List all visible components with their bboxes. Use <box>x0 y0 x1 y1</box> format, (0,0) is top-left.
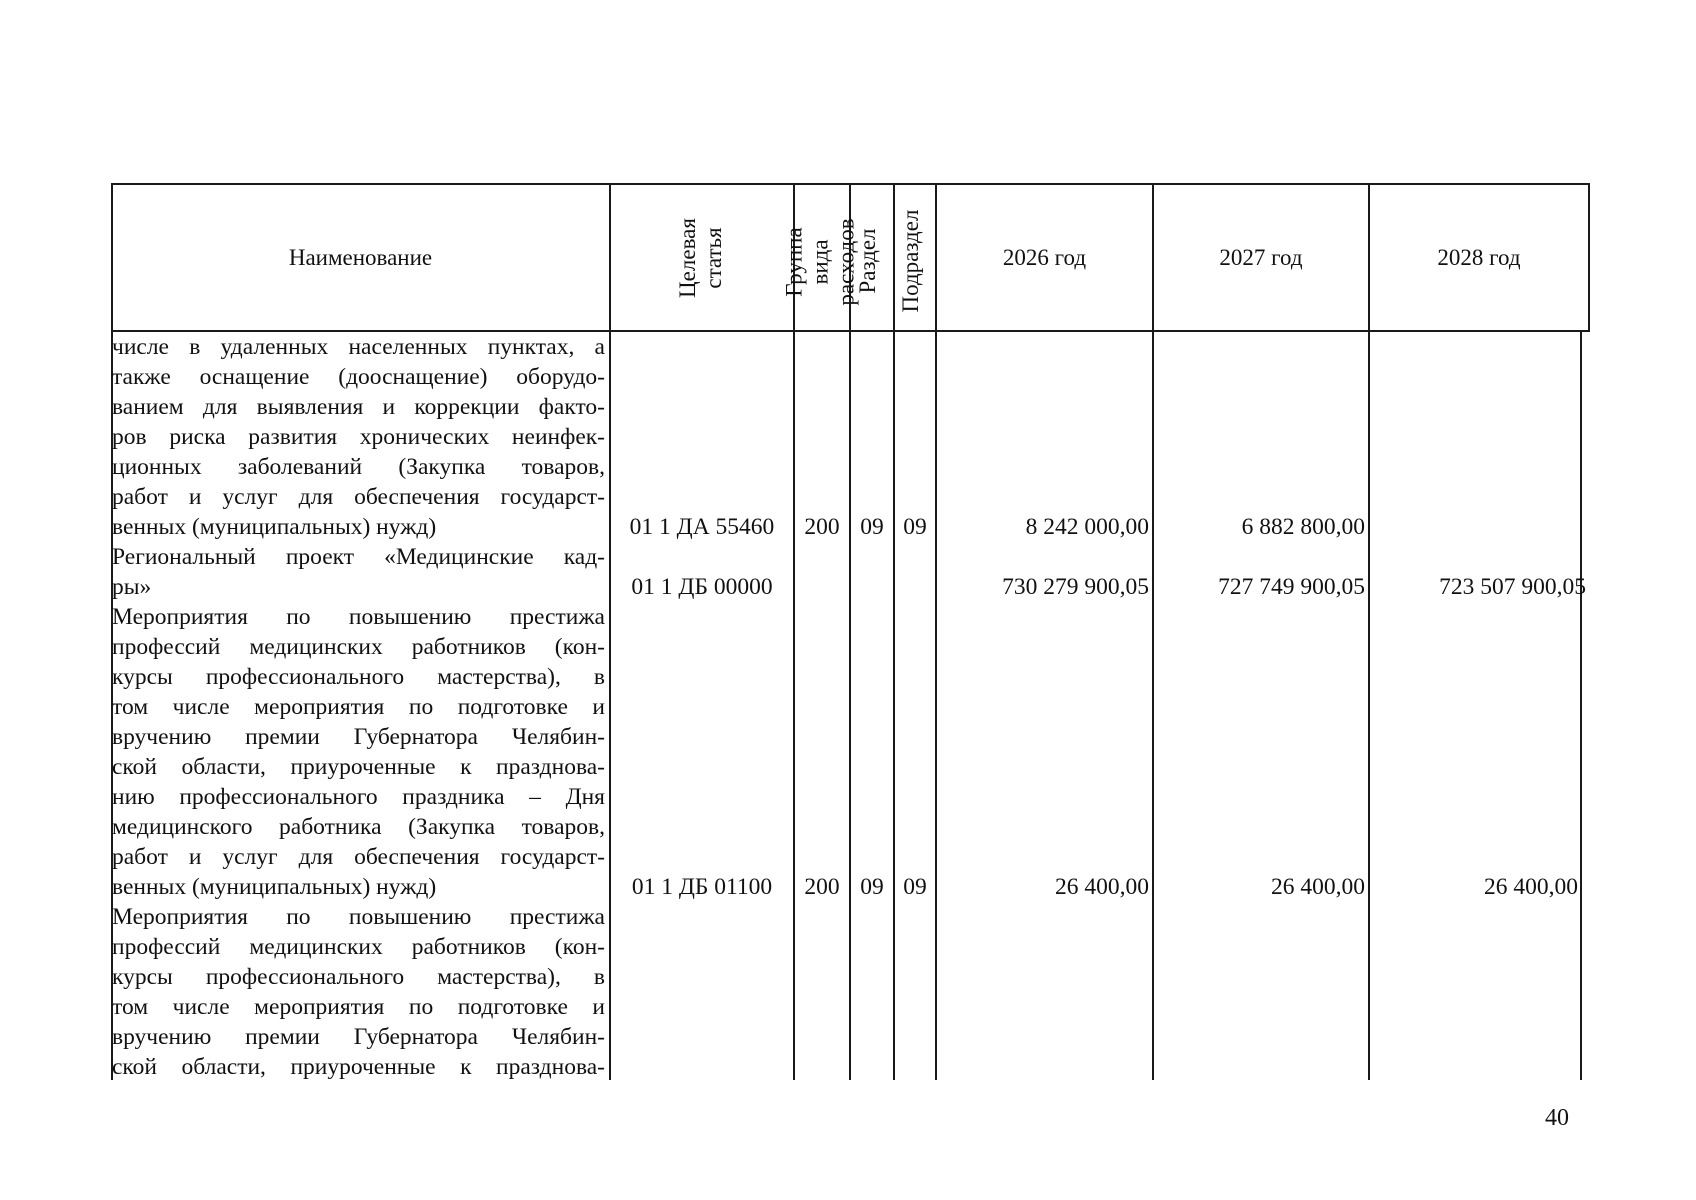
row-1-group: 200 <box>804 514 840 540</box>
header-expense-group-text: Группа вида расходов <box>781 218 859 306</box>
header-2026: 2026 год <box>1002 244 1087 270</box>
row-4-line: том числе мероприятия по подготовке и <box>112 994 605 1020</box>
row-1-line: числе в удаленных населенных пунктах, а <box>112 334 605 360</box>
row-1-line: ванием для выявления и коррекции факто- <box>112 394 605 420</box>
col-border-2028-partial <box>1580 330 1582 1080</box>
row-4-line: вручению премии Губернатора Челябин- <box>112 1024 605 1050</box>
header-name: Наименование <box>288 244 433 270</box>
header-subsection: Подраздел <box>898 209 923 313</box>
row-3-line: Мероприятия по повышению престижа <box>112 604 605 630</box>
row-4-line: профессий медицинских работников (кон- <box>112 934 605 960</box>
page-number: 40 <box>1545 1105 1569 1131</box>
row-4-line: ской области, приуроченные к празднова- <box>112 1054 605 1080</box>
row-3-article: 01 1 ДБ 01100 <box>631 874 773 900</box>
header-section: Раздел <box>855 228 880 294</box>
row-1-name <box>112 332 605 542</box>
col-border-name <box>609 183 611 1080</box>
row-3-line: нию профессионального праздника – Дня <box>112 784 605 810</box>
row-1-2026: 8 242 000,00 <box>1025 514 1149 540</box>
row-1-section: 09 <box>860 514 884 540</box>
header-2028: 2028 год <box>1437 244 1521 270</box>
header-target-article-text: Целевая статья <box>675 218 726 298</box>
row-1-line: ров риска развития хронических неинфек- <box>112 424 605 450</box>
row-1-line: венных (муниципальных) нужд) <box>112 514 437 540</box>
row-3-2026: 26 400,00 <box>1055 874 1149 900</box>
row-3-line: профессий медицинских работников (кон- <box>112 634 605 660</box>
row-1-2027: 6 882 800,00 <box>1241 514 1365 540</box>
row-3-line: работ и услуг для обеспечения государст- <box>112 844 605 870</box>
row-4-name <box>112 902 605 1082</box>
row-4-line: Мероприятия по повышению престижа <box>112 904 605 930</box>
header-target-article <box>675 183 726 333</box>
row-3-line: курсы профессионального мастерства), в <box>112 664 605 690</box>
row-1-line: также оснащение (дооснащение) оборудо- <box>112 364 605 390</box>
row-2-2026: 730 279 900,05 <box>1002 574 1149 600</box>
row-2-name <box>112 542 605 602</box>
row-3-line: медицинского работника (Закупка товаров, <box>112 814 605 840</box>
header-expense-group <box>781 190 859 335</box>
header-2027: 2027 год <box>1219 244 1303 270</box>
row-2-2027: 727 749 900,05 <box>1218 574 1365 600</box>
row-2-line: ры» <box>112 574 152 600</box>
row-3-section: 09 <box>860 874 884 900</box>
row-3-group: 200 <box>804 874 840 900</box>
row-1-line: ционных заболеваний (Закупка товаров, <box>112 454 605 480</box>
row-3-line: том числе мероприятия по подготовке и <box>112 694 605 720</box>
col-border-section <box>893 183 895 1080</box>
row-3-line: вручению премии Губернатора Челябин- <box>112 724 605 750</box>
row-1-subsection: 09 <box>903 514 927 540</box>
row-2-2028: 723 507 900,05 <box>1439 574 1586 600</box>
row-1-article: 01 1 ДА 55460 <box>629 514 775 540</box>
row-2-line: Региональный проект «Медицинские кад- <box>112 544 605 570</box>
row-1-line: работ и услуг для обеспечения государст- <box>112 484 605 510</box>
row-3-line: венных (муниципальных) нужд) <box>112 874 437 900</box>
row-2-article: 01 1 ДБ 00000 <box>631 574 773 600</box>
row-3-2028: 26 400,00 <box>1484 874 1578 900</box>
row-3-2027: 26 400,00 <box>1271 874 1365 900</box>
col-border-right <box>1588 183 1590 332</box>
row-3-subsection: 09 <box>903 874 927 900</box>
row-4-line: курсы профессионального мастерства), в <box>112 964 605 990</box>
row-3-line: ской области, приуроченные к празднова- <box>112 754 605 780</box>
row-3-name <box>112 602 605 902</box>
